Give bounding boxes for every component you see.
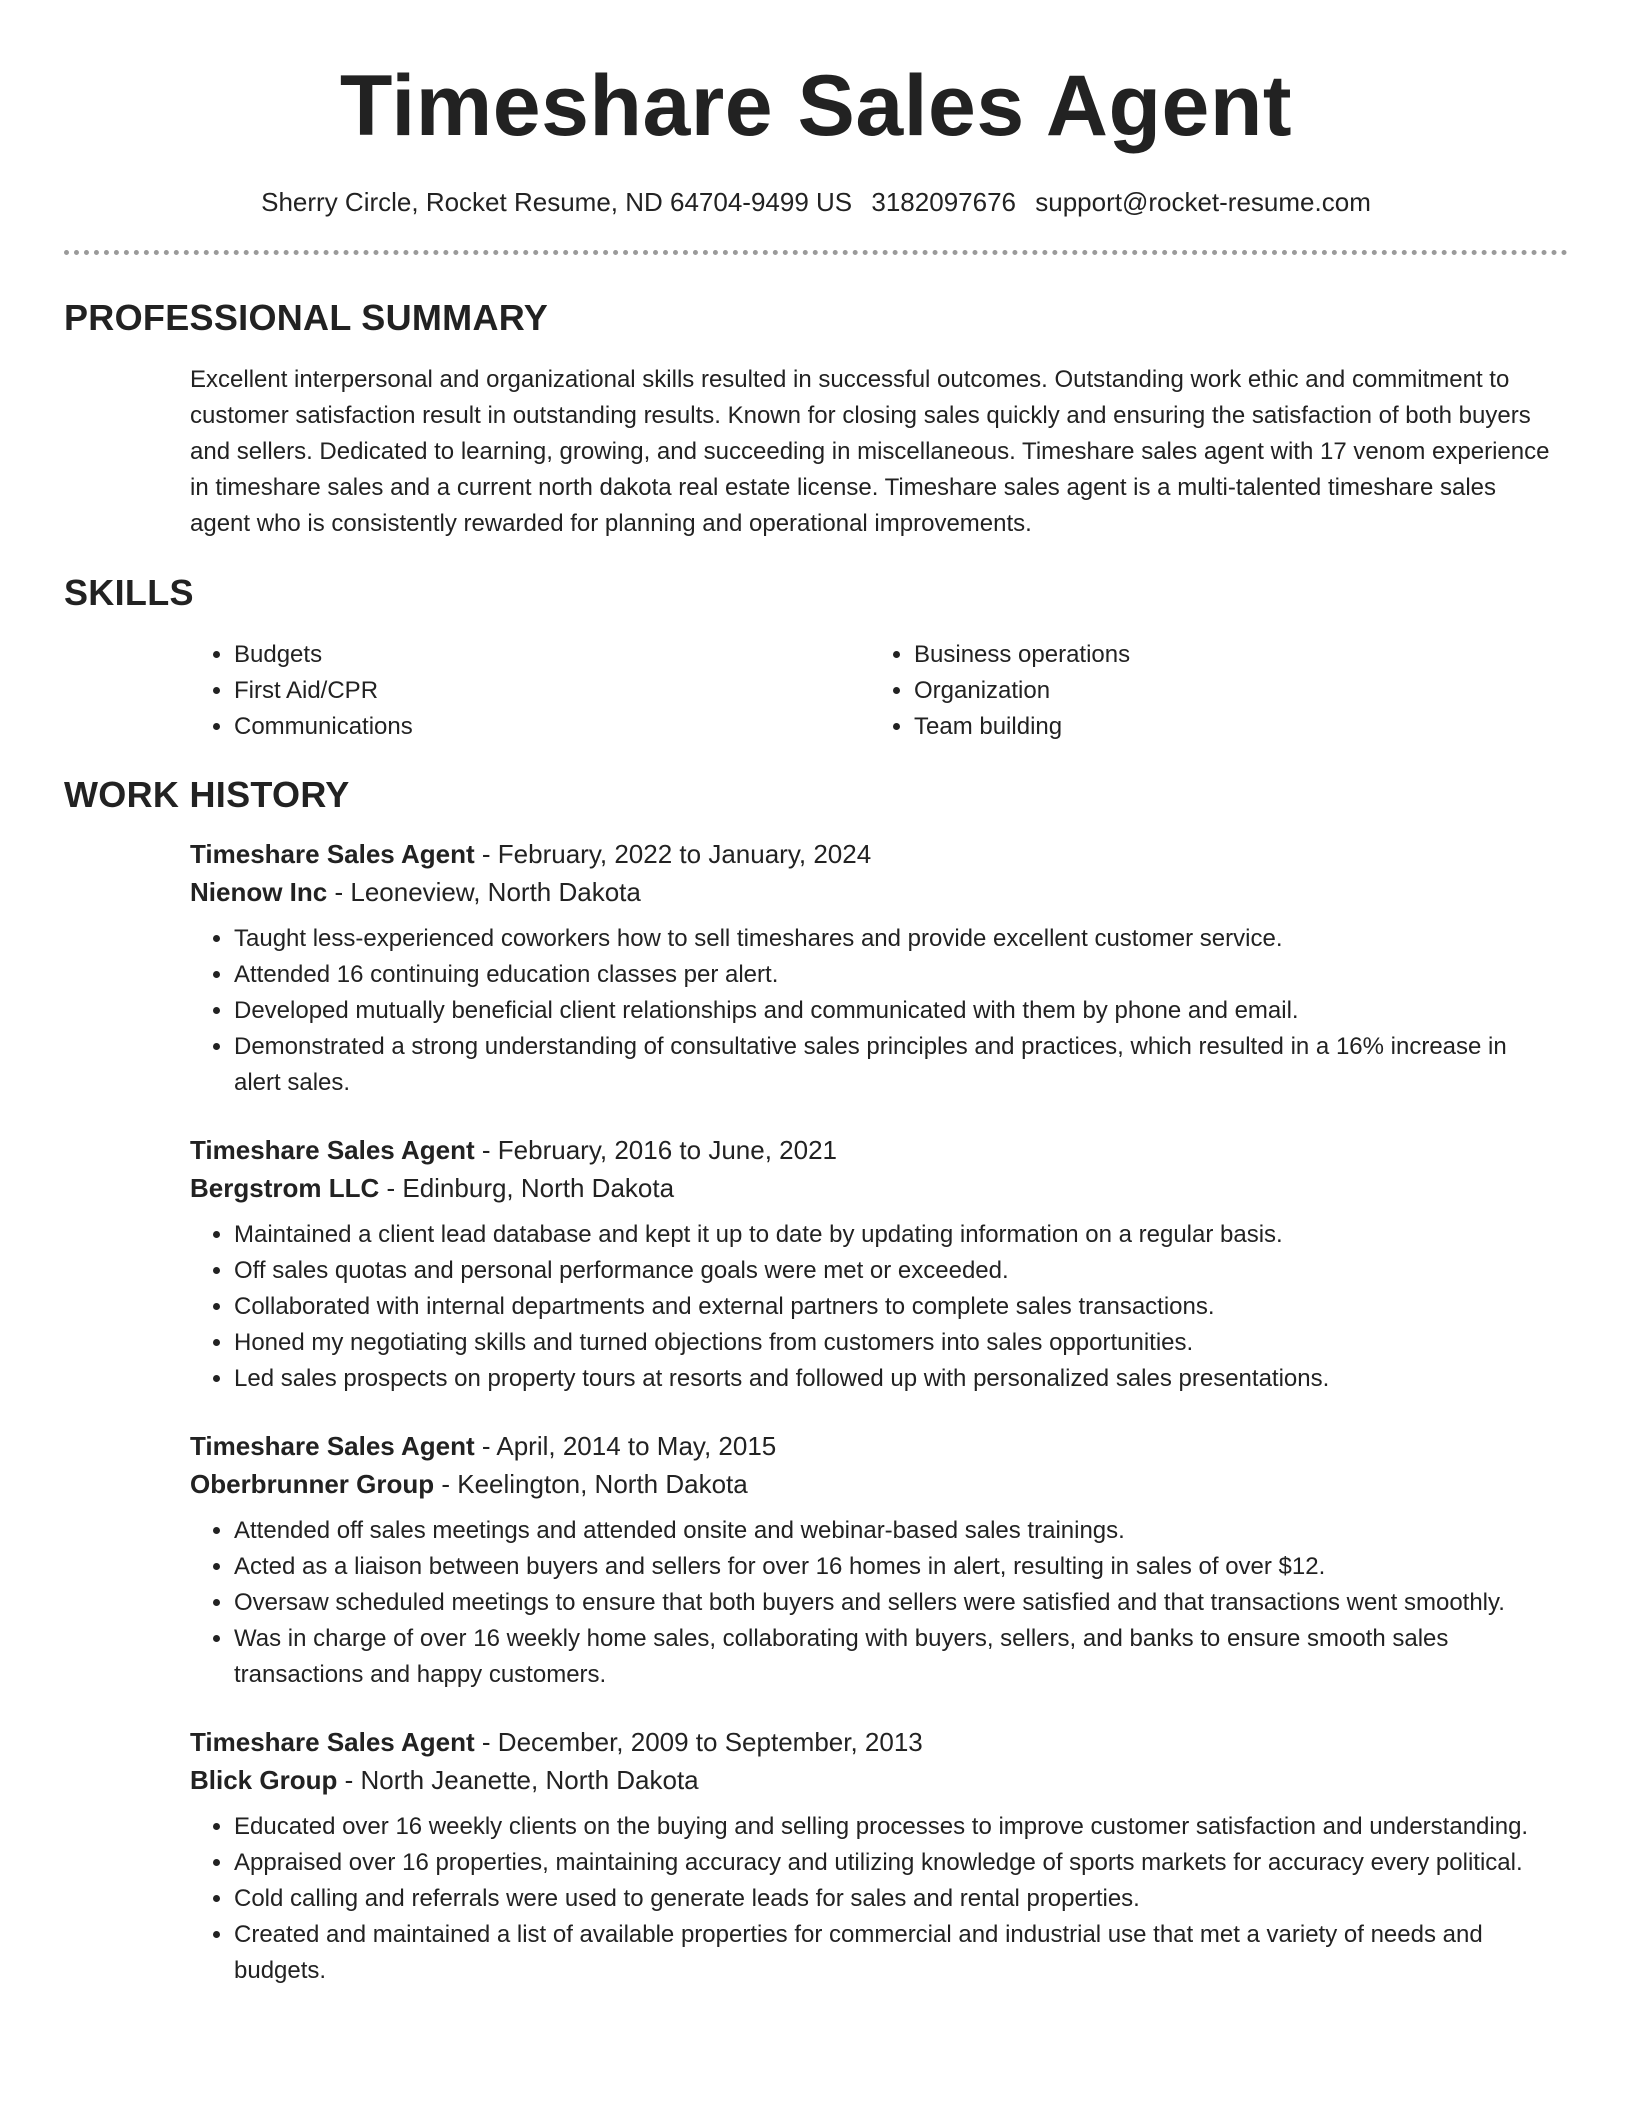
job-location: - Edinburg, North Dakota — [379, 1173, 675, 1203]
job-dates: - February, 2016 to June, 2021 — [474, 1135, 837, 1165]
job-title: Timeshare Sales Agent — [190, 1727, 475, 1757]
skill-item: • Communications — [234, 709, 870, 745]
skills-section — [64, 571, 1568, 745]
job-entry — [190, 1723, 1560, 1989]
job-location: - North Jeanette, North Dakota — [337, 1765, 699, 1795]
job-bullet: • Acted as a liaison between buyers and sellers for over 16 homes in alert, resulting in sales of over $12. — [234, 1549, 1560, 1585]
job-dates: - December, 2009 to September, 2013 — [474, 1727, 923, 1757]
skills-grid — [190, 637, 1560, 745]
job-title: Timeshare Sales Agent — [190, 1431, 475, 1461]
job-bullet: • Was in charge of over 16 weekly home sales, collaborating with buyers, sellers, and banks to ensure smooth sales transactions and happy customers. — [234, 1621, 1560, 1693]
job-title-line — [190, 1723, 1560, 1761]
job-title-line — [190, 835, 1560, 873]
skill-item: • Business operations — [914, 637, 1550, 673]
job-title-line — [190, 1427, 1560, 1465]
job-bullet: • Honed my negotiating skills and turned objections from customers into sales opportunities. — [234, 1325, 1560, 1361]
job-company: Oberbrunner Group — [190, 1469, 435, 1499]
job-company: Blick Group — [190, 1765, 338, 1795]
summary-section — [64, 296, 1568, 542]
job-bullets — [190, 1513, 1560, 1693]
job-bullet: • Taught less-experienced coworkers how to sell timeshares and provide excellent customer service. — [234, 921, 1560, 957]
job-bullet: • Developed mutually beneficial client relationships and communicated with them by phone and email. — [234, 993, 1560, 1029]
contact-info — [0, 186, 1632, 218]
job-bullet: • Maintained a client lead database and kept it up to date by updating information on a regular basis. — [234, 1217, 1560, 1253]
job-title: Timeshare Sales Agent — [190, 839, 475, 869]
work-history-heading: WORK HISTORY — [64, 774, 350, 815]
skills-heading: SKILLS — [64, 572, 194, 613]
contact-email: support@rocket-resume.com — [1035, 187, 1371, 217]
job-location: - Leoneview, North Dakota — [327, 877, 641, 907]
summary-heading: PROFESSIONAL SUMMARY — [64, 297, 549, 338]
job-dates: - April, 2014 to May, 2015 — [474, 1431, 777, 1461]
job-bullet: • Attended off sales meetings and attended onsite and webinar-based sales trainings. — [234, 1513, 1560, 1549]
job-bullet: • Oversaw scheduled meetings to ensure that both buyers and sellers were satisfied and that transactions went smoothly. — [234, 1585, 1560, 1621]
summary-text: Excellent interpersonal and organizational skills resulted in successful outcomes. Outstanding work ethic and commitment to customer satisfaction result in outstanding results. Known for closing sales quickly and ensuring the satisfaction of both buyers and sellers. Dedicated to learning, growing, and succeeding in miscellaneous. Timeshare sales agent with 17 venom experience in timeshare sales and a current north dakota real estate license. Timeshare sales agent is a multi-talented timeshare sales agent who is consistently rewarded for planning and operational improvements. — [190, 366, 1550, 537]
resume-header — [0, 0, 1632, 218]
job-title: Timeshare Sales Agent — [190, 1135, 475, 1165]
job-bullet: • Educated over 16 weekly clients on the buying and selling processes to improve customer satisfaction and understanding. — [234, 1809, 1560, 1845]
job-bullets — [190, 1809, 1560, 1989]
job-bullet: • Off sales quotas and personal performance goals were met or exceeded. — [234, 1253, 1560, 1289]
job-bullet: • Cold calling and referrals were used to generate leads for sales and rental properties. — [234, 1881, 1560, 1917]
job-company-line — [190, 1761, 1560, 1799]
job-location: - Keelington, North Dakota — [434, 1469, 748, 1499]
work-history-section — [64, 773, 1568, 2019]
job-title-line — [190, 1131, 1560, 1169]
job-entry — [190, 1131, 1560, 1397]
skills-list-left — [190, 637, 870, 745]
job-bullet: • Attended 16 continuing education classes per alert. — [234, 957, 1560, 993]
job-bullet: • Demonstrated a strong understanding of consultative sales principles and practices, which resulted in a 16% increase in alert sales. — [234, 1029, 1560, 1101]
job-bullets — [190, 921, 1560, 1101]
job-entry — [190, 835, 1560, 1101]
header-divider — [64, 250, 1568, 255]
candidate-name: Timeshare Sales Agent — [339, 58, 1293, 154]
contact-address: Sherry Circle, Rocket Resume, ND 64704-9499 US — [261, 187, 853, 217]
skill-item: • Team building — [914, 709, 1550, 745]
skill-item: • Budgets — [234, 637, 870, 673]
skill-item: • First Aid/CPR — [234, 673, 870, 709]
job-bullets — [190, 1217, 1560, 1397]
contact-phone: 3182097676 — [871, 187, 1016, 217]
job-company-line — [190, 1465, 1560, 1503]
job-bullet: • Collaborated with internal departments and external partners to complete sales transactions. — [234, 1289, 1560, 1325]
job-company: Bergstrom LLC — [190, 1173, 380, 1203]
skills-list-right — [870, 637, 1550, 745]
job-dates: - February, 2022 to January, 2024 — [474, 839, 872, 869]
job-bullet: • Appraised over 16 properties, maintaining accuracy and utilizing knowledge of sports markets for accuracy every political. — [234, 1845, 1560, 1881]
job-bullet: • Created and maintained a list of available properties for commercial and industrial use that met a variety of needs and budgets. — [234, 1917, 1560, 1989]
skill-item: • Organization — [914, 673, 1550, 709]
job-company-line — [190, 873, 1560, 911]
job-entry — [190, 1427, 1560, 1693]
job-company-line — [190, 1169, 1560, 1207]
job-company: Nienow Inc — [190, 877, 328, 907]
job-bullet: • Led sales prospects on property tours at resorts and followed up with personalized sales presentations. — [234, 1361, 1560, 1397]
